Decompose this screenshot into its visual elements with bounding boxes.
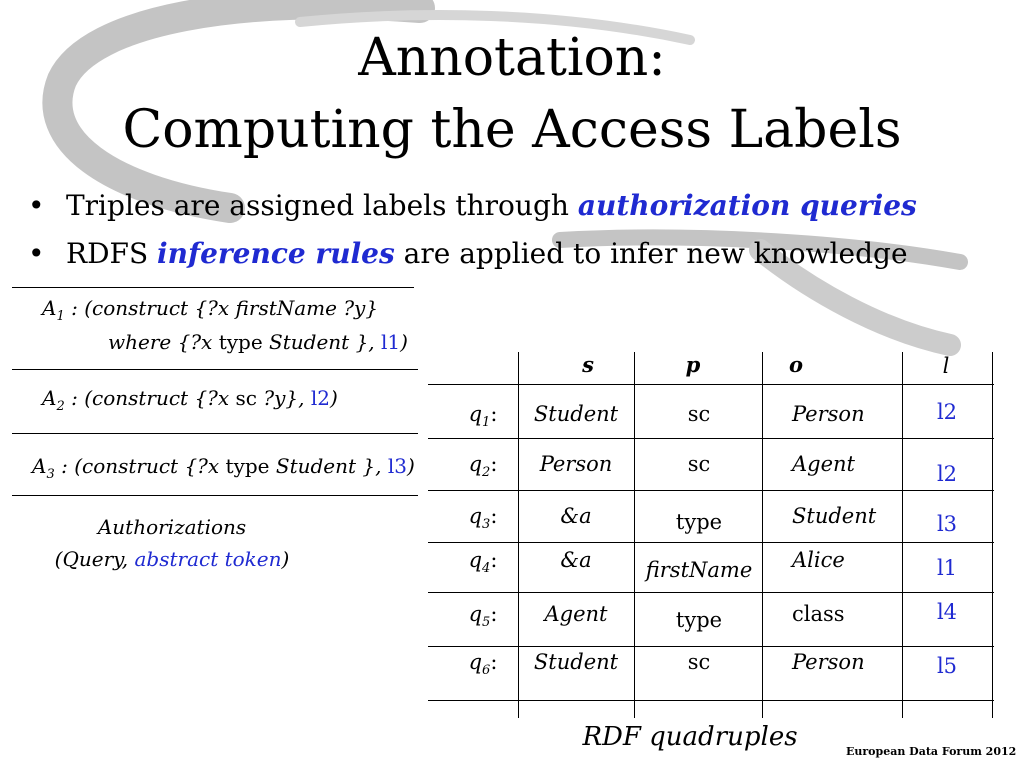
caption-line1: Authorizations — [97, 515, 247, 539]
query-id — [458, 452, 508, 480]
bullet-text: RDFS — [66, 237, 158, 270]
cell-p: sc — [687, 650, 711, 674]
row-line — [428, 700, 994, 701]
slide-title — [0, 22, 1024, 166]
query-subscript: 6 — [482, 663, 491, 679]
caption-query: (Query, — [54, 547, 135, 571]
caption-token: abstract token — [134, 547, 282, 571]
cell-label: l3 — [936, 512, 958, 536]
authorizations-caption — [52, 511, 292, 575]
cell-s: Agent — [544, 602, 608, 626]
column-line — [634, 352, 635, 718]
cell-label: l1 — [936, 556, 958, 580]
query-subscript: 1 — [482, 415, 491, 431]
header-p: p — [685, 352, 701, 377]
cell-p: type — [675, 608, 723, 632]
auth-query: : (construct {?x — [71, 386, 236, 410]
query-letter: q — [468, 402, 483, 426]
auth-close: ) — [407, 454, 415, 478]
query-subscript: 3 — [482, 517, 491, 533]
cell-o: class — [792, 602, 845, 626]
query-colon: : — [490, 602, 498, 626]
caption-close: ) — [281, 547, 290, 571]
query-subscript: 2 — [482, 465, 491, 481]
auth-close: ) — [400, 330, 408, 354]
auth-subscript: 1 — [56, 309, 65, 324]
auth-label: l2 — [310, 386, 330, 410]
authorization-a3 — [32, 451, 415, 490]
row-line — [428, 438, 994, 439]
auth-query-line1: : (construct {?x firstName ?y} — [71, 296, 379, 320]
auth-name: A — [32, 454, 47, 478]
cell-p: type — [675, 510, 723, 534]
bullet-item — [28, 182, 1008, 230]
auth-type-keyword: type — [218, 330, 263, 354]
auth-subscript: 3 — [46, 467, 55, 482]
auth-sc-keyword: sc — [235, 386, 258, 410]
auth-name: A — [42, 386, 57, 410]
query-subscript: 5 — [482, 615, 491, 631]
query-colon: : — [490, 504, 498, 528]
cell-o: Student — [792, 504, 877, 528]
auth-label: l1 — [381, 330, 401, 354]
query-id — [458, 504, 508, 532]
query-subscript: 4 — [482, 561, 491, 577]
query-letter: q — [468, 650, 483, 674]
row-line — [428, 592, 994, 593]
query-colon: : — [490, 402, 498, 426]
cell-s: &a — [560, 504, 592, 528]
auth-query-rest: Student }, — [269, 454, 388, 478]
cell-p: firstName — [645, 558, 753, 582]
column-line — [518, 352, 519, 718]
auth-query-rest: ?y}, — [257, 386, 311, 410]
cell-label: l5 — [936, 654, 958, 678]
query-letter: q — [468, 548, 483, 572]
bullet-keyword: inference rules — [157, 237, 395, 270]
cell-label: l4 — [936, 600, 958, 624]
header-s: s — [582, 352, 594, 377]
bullet-text: Triples are assigned labels through — [66, 189, 578, 222]
cell-p: sc — [687, 402, 711, 426]
caption-line2 — [52, 543, 292, 575]
row-line — [428, 490, 994, 491]
cell-o: Agent — [792, 452, 855, 476]
auth-name: A — [42, 296, 57, 320]
query-id — [458, 650, 508, 678]
cell-s: Student — [533, 650, 619, 674]
bullet-item — [28, 230, 1008, 278]
cell-p: sc — [687, 452, 711, 476]
query-id — [458, 548, 508, 576]
separator — [12, 433, 418, 434]
auth-subscript: 2 — [56, 399, 65, 414]
query-letter: q — [468, 452, 483, 476]
cell-label: l2 — [936, 400, 958, 424]
separator — [12, 287, 414, 288]
separator — [12, 369, 418, 370]
cell-o: Alice — [792, 548, 845, 572]
cell-s: Person — [539, 452, 613, 476]
table-caption: RDF quadruples — [582, 722, 798, 752]
query-letter: q — [468, 602, 483, 626]
cell-o: Person — [792, 402, 865, 426]
auth-query: : (construct {?x — [61, 454, 226, 478]
authorization-a1-line2 — [108, 327, 408, 357]
query-colon: : — [490, 452, 498, 476]
header-l: l — [942, 354, 950, 378]
auth-query-class: Student }, — [262, 330, 382, 354]
bullet-icon: • — [28, 237, 45, 270]
title-line-1: Annotation: — [358, 28, 666, 88]
header-o: o — [788, 352, 803, 377]
bullet-keyword: authorization queries — [577, 189, 917, 222]
cell-s: Student — [533, 402, 619, 426]
row-line — [428, 384, 994, 385]
cell-label: l2 — [936, 462, 958, 486]
query-id — [458, 402, 508, 430]
query-colon: : — [490, 650, 498, 674]
auth-close: ) — [329, 386, 338, 410]
column-line — [762, 352, 763, 718]
query-colon: : — [490, 548, 498, 572]
row-line — [428, 646, 994, 647]
title-line-2: Computing the Access Labels — [122, 100, 902, 160]
rdf-quadruples-table — [428, 352, 994, 718]
auth-type-keyword: type — [225, 454, 270, 478]
query-letter: q — [468, 504, 483, 528]
auth-query-where: where {?x — [108, 330, 219, 354]
query-id — [458, 602, 508, 630]
footer-text: European Data Forum 2012 — [846, 745, 1017, 758]
bullet-icon: • — [28, 189, 45, 222]
column-line — [992, 352, 993, 718]
cell-s: &a — [560, 548, 592, 572]
row-line — [428, 542, 994, 543]
authorization-a2 — [42, 383, 338, 422]
bullet-list — [28, 182, 1008, 278]
bullet-suffix: are applied to infer new knowledge — [394, 237, 908, 270]
auth-label: l3 — [387, 454, 407, 478]
cell-o: Person — [792, 650, 865, 674]
column-line — [902, 352, 903, 718]
separator — [12, 495, 418, 496]
